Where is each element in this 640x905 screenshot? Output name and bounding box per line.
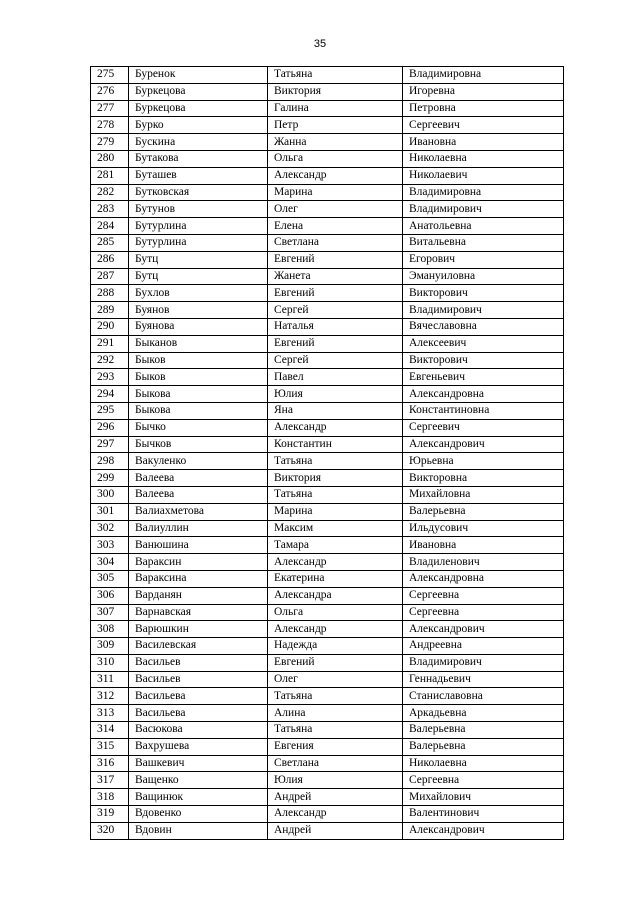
first-name-cell: Александр [268,806,403,823]
table-row [91,705,564,722]
first-name-cell: Петр [268,117,403,134]
patronymic-cell: Станиславовна [403,688,564,705]
last-name-cell: Быкова [129,402,268,419]
patronymic-cell: Викторович [403,285,564,302]
patronymic-cell: Николаевна [403,150,564,167]
table-row [91,436,564,453]
last-name-cell: Вдовин [129,822,268,839]
row-number-cell: 290 [91,318,129,335]
first-name-cell: Евгений [268,285,403,302]
row-number-cell: 280 [91,150,129,167]
row-number-cell: 279 [91,134,129,151]
first-name-cell: Евгений [268,335,403,352]
row-number-cell: 289 [91,302,129,319]
row-number-cell: 278 [91,117,129,134]
patronymic-cell: Владиленович [403,554,564,571]
table-row [91,587,564,604]
row-number-cell: 307 [91,604,129,621]
patronymic-cell: Егорович [403,251,564,268]
table-row [91,67,564,84]
row-number-cell: 286 [91,251,129,268]
table-row [91,453,564,470]
row-number-cell: 291 [91,335,129,352]
first-name-cell: Максим [268,520,403,537]
table-row [91,621,564,638]
table-row [91,772,564,789]
last-name-cell: Бурко [129,117,268,134]
last-name-cell: Варюшкин [129,621,268,638]
table-row [91,268,564,285]
row-number-cell: 281 [91,167,129,184]
last-name-cell: Вараксина [129,570,268,587]
patronymic-cell: Михайловна [403,486,564,503]
patronymic-cell: Александровна [403,386,564,403]
patronymic-cell: Владимирович [403,654,564,671]
last-name-cell: Буренок [129,67,268,84]
last-name-cell: Валеева [129,470,268,487]
first-name-cell: Светлана [268,234,403,251]
patronymic-cell: Валерьевна [403,722,564,739]
first-name-cell: Надежда [268,638,403,655]
patronymic-cell: Владимирович [403,302,564,319]
last-name-cell: Бутурлина [129,234,268,251]
patronymic-cell: Игоревна [403,83,564,100]
patronymic-cell: Валерьевна [403,738,564,755]
first-name-cell: Андрей [268,789,403,806]
first-name-cell: Александр [268,554,403,571]
patronymic-cell: Сергеевна [403,604,564,621]
table-row [91,318,564,335]
last-name-cell: Быков [129,352,268,369]
patronymic-cell: Николаевна [403,755,564,772]
last-name-cell: Бускина [129,134,268,151]
row-number-cell: 285 [91,234,129,251]
last-name-cell: Буркецова [129,100,268,117]
table-row [91,234,564,251]
patronymic-cell: Александрович [403,822,564,839]
table-row [91,352,564,369]
table-row [91,789,564,806]
row-number-cell: 282 [91,184,129,201]
last-name-cell: Бутц [129,268,268,285]
first-name-cell: Юлия [268,386,403,403]
first-name-cell: Сергей [268,352,403,369]
row-number-cell: 296 [91,419,129,436]
last-name-cell: Бутакова [129,150,268,167]
row-number-cell: 275 [91,67,129,84]
row-number-cell: 292 [91,352,129,369]
page-number: 35 [313,38,327,50]
patronymic-cell: Вячеславовна [403,318,564,335]
first-name-cell: Александр [268,419,403,436]
table-row [91,134,564,151]
patronymic-cell: Сергеевна [403,772,564,789]
row-number-cell: 294 [91,386,129,403]
table-row [91,302,564,319]
last-name-cell: Вдовенко [129,806,268,823]
last-name-cell: Бухлов [129,285,268,302]
row-number-cell: 310 [91,654,129,671]
row-number-cell: 297 [91,436,129,453]
row-number-cell: 308 [91,621,129,638]
table-row [91,654,564,671]
table-row [91,755,564,772]
last-name-cell: Быканов [129,335,268,352]
patronymic-cell: Валерьевна [403,503,564,520]
row-number-cell: 303 [91,537,129,554]
table-row [91,806,564,823]
table-row [91,537,564,554]
table-row [91,150,564,167]
patronymic-cell: Андреевна [403,638,564,655]
last-name-cell: Васильева [129,688,268,705]
last-name-cell: Бутковская [129,184,268,201]
last-name-cell: Вашкевич [129,755,268,772]
patronymic-cell: Сергеевич [403,419,564,436]
row-number-cell: 317 [91,772,129,789]
row-number-cell: 315 [91,738,129,755]
row-number-cell: 319 [91,806,129,823]
last-name-cell: Валиуллин [129,520,268,537]
last-name-cell: Ващенко [129,772,268,789]
patronymic-cell: Викторович [403,352,564,369]
row-number-cell: 295 [91,402,129,419]
first-name-cell: Евгений [268,654,403,671]
patronymic-cell: Александрович [403,621,564,638]
last-name-cell: Васюкова [129,722,268,739]
row-number-cell: 318 [91,789,129,806]
row-number-cell: 306 [91,587,129,604]
last-name-cell: Ващинюк [129,789,268,806]
first-name-cell: Татьяна [268,722,403,739]
last-name-cell: Ванюшина [129,537,268,554]
first-name-cell: Марина [268,503,403,520]
first-name-cell: Татьяна [268,67,403,84]
first-name-cell: Ольга [268,150,403,167]
row-number-cell: 313 [91,705,129,722]
table-row [91,638,564,655]
first-name-cell: Юлия [268,772,403,789]
table-row [91,419,564,436]
table-row [91,201,564,218]
last-name-cell: Валеева [129,486,268,503]
patronymic-cell: Геннадьевич [403,671,564,688]
table-row [91,335,564,352]
patronymic-cell: Сергеевич [403,117,564,134]
table-row [91,184,564,201]
table-row [91,402,564,419]
first-name-cell: Елена [268,218,403,235]
patronymic-cell: Николаевич [403,167,564,184]
patronymic-cell: Эмануиловна [403,268,564,285]
table-row [91,285,564,302]
first-name-cell: Виктория [268,83,403,100]
last-name-cell: Буташев [129,167,268,184]
table-row [91,671,564,688]
first-name-cell: Павел [268,369,403,386]
patronymic-cell: Алексеевич [403,335,564,352]
patronymic-cell: Аркадьевна [403,705,564,722]
table-row [91,167,564,184]
last-name-cell: Быкова [129,386,268,403]
patronymic-cell: Владимировна [403,67,564,84]
row-number-cell: 302 [91,520,129,537]
last-name-cell: Буянова [129,318,268,335]
table-row [91,100,564,117]
patronymic-cell: Александровна [403,570,564,587]
first-name-cell: Екатерина [268,570,403,587]
row-number-cell: 311 [91,671,129,688]
first-name-cell: Виктория [268,470,403,487]
first-name-cell: Тамара [268,537,403,554]
patronymic-cell: Евгеньевич [403,369,564,386]
last-name-cell: Бычков [129,436,268,453]
last-name-cell: Бутурлина [129,218,268,235]
first-name-cell: Жанна [268,134,403,151]
first-name-cell: Татьяна [268,486,403,503]
patronymic-cell: Александрович [403,436,564,453]
first-name-cell: Ольга [268,604,403,621]
first-name-cell: Олег [268,201,403,218]
row-number-cell: 320 [91,822,129,839]
first-name-cell: Олег [268,671,403,688]
last-name-cell: Васильев [129,654,268,671]
roster-table [90,66,564,840]
last-name-cell: Вакуленко [129,453,268,470]
last-name-cell: Вараксин [129,554,268,571]
first-name-cell: Алина [268,705,403,722]
first-name-cell: Наталья [268,318,403,335]
row-number-cell: 300 [91,486,129,503]
row-number-cell: 284 [91,218,129,235]
first-name-cell: Евгений [268,251,403,268]
patronymic-cell: Сергеевна [403,587,564,604]
first-name-cell: Александр [268,167,403,184]
table-row [91,218,564,235]
row-number-cell: 288 [91,285,129,302]
row-number-cell: 298 [91,453,129,470]
table-row [91,369,564,386]
last-name-cell: Варданян [129,587,268,604]
first-name-cell: Александр [268,621,403,638]
last-name-cell: Васильев [129,671,268,688]
patronymic-cell: Ивановна [403,134,564,151]
first-name-cell: Константин [268,436,403,453]
patronymic-cell: Ильдусович [403,520,564,537]
row-number-cell: 287 [91,268,129,285]
first-name-cell: Светлана [268,755,403,772]
row-number-cell: 299 [91,470,129,487]
row-number-cell: 293 [91,369,129,386]
patronymic-cell: Владимировна [403,184,564,201]
table-row [91,554,564,571]
last-name-cell: Валиахметова [129,503,268,520]
last-name-cell: Буянов [129,302,268,319]
row-number-cell: 312 [91,688,129,705]
row-number-cell: 309 [91,638,129,655]
last-name-cell: Бычко [129,419,268,436]
row-number-cell: 316 [91,755,129,772]
row-number-cell: 301 [91,503,129,520]
patronymic-cell: Михайлович [403,789,564,806]
patronymic-cell: Витальевна [403,234,564,251]
table-row [91,470,564,487]
row-number-cell: 276 [91,83,129,100]
first-name-cell: Евгения [268,738,403,755]
patronymic-cell: Валентинович [403,806,564,823]
table-row [91,722,564,739]
last-name-cell: Васильева [129,705,268,722]
first-name-cell: Сергей [268,302,403,319]
table-row [91,738,564,755]
table-row [91,570,564,587]
last-name-cell: Бутунов [129,201,268,218]
first-name-cell: Яна [268,402,403,419]
table-row [91,503,564,520]
table-row [91,386,564,403]
last-name-cell: Быков [129,369,268,386]
first-name-cell: Жанета [268,268,403,285]
table-row [91,83,564,100]
row-number-cell: 304 [91,554,129,571]
row-number-cell: 305 [91,570,129,587]
row-number-cell: 283 [91,201,129,218]
patronymic-cell: Ивановна [403,537,564,554]
last-name-cell: Буркецова [129,83,268,100]
first-name-cell: Татьяна [268,453,403,470]
patronymic-cell: Владимирович [403,201,564,218]
roster-body [91,67,564,840]
first-name-cell: Андрей [268,822,403,839]
table-row [91,251,564,268]
table-row [91,486,564,503]
row-number-cell: 314 [91,722,129,739]
patronymic-cell: Анатольевна [403,218,564,235]
table-row [91,117,564,134]
patronymic-cell: Петровна [403,100,564,117]
first-name-cell: Галина [268,100,403,117]
last-name-cell: Варнавская [129,604,268,621]
table-row [91,604,564,621]
table-row [91,822,564,839]
first-name-cell: Марина [268,184,403,201]
patronymic-cell: Викторовна [403,470,564,487]
row-number-cell: 277 [91,100,129,117]
last-name-cell: Бутц [129,251,268,268]
patronymic-cell: Константиновна [403,402,564,419]
first-name-cell: Александра [268,587,403,604]
last-name-cell: Вахрушева [129,738,268,755]
first-name-cell: Татьяна [268,688,403,705]
patronymic-cell: Юрьевна [403,453,564,470]
table-row [91,688,564,705]
table-row [91,520,564,537]
last-name-cell: Василевская [129,638,268,655]
